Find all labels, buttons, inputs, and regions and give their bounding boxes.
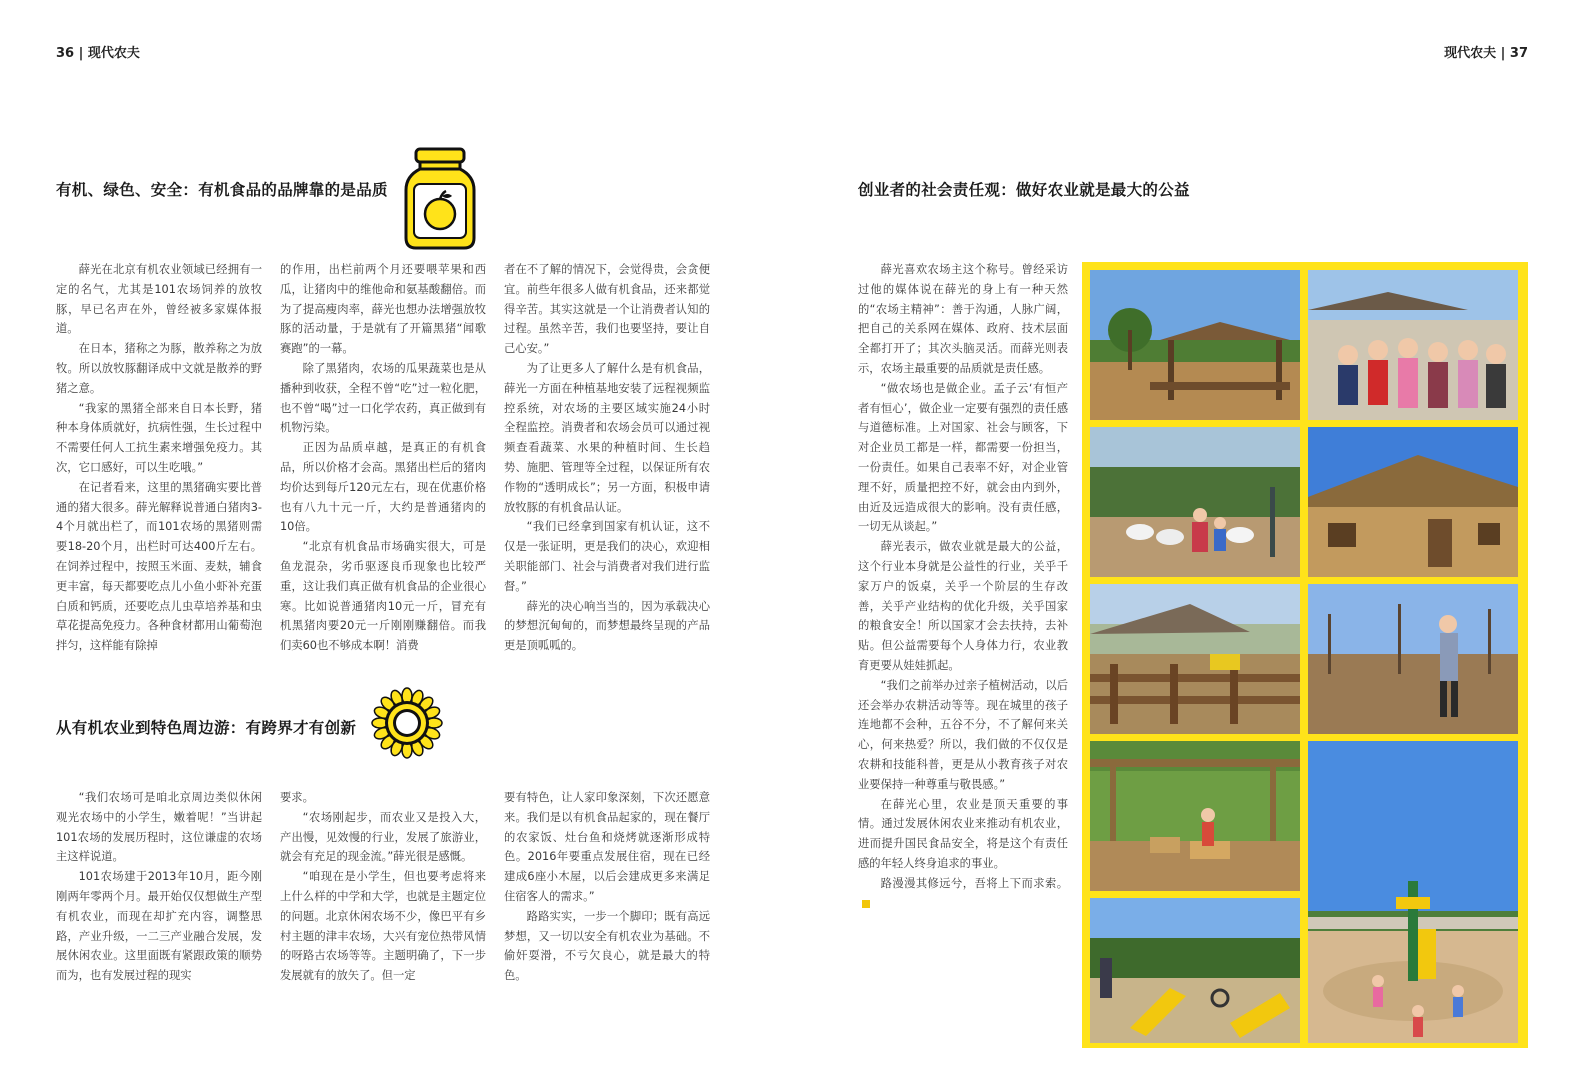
photo-children-goats (1090, 427, 1300, 577)
section1-heading: 有机、绿色、安全：有机食品的品牌靠的是品质 (56, 181, 388, 199)
photo-wooden-pavilion (1090, 270, 1300, 420)
section3-column-1 (858, 260, 1068, 950)
photo-sand-pit (1090, 898, 1300, 1043)
paragraph: 路路实实，一步一个脚印；既有高远梦想，又一切以安全有机农业为基础。不偷奸耍滑，不亏欠良心，就是最大的特色。 (504, 909, 710, 983)
photo-group-visitors (1308, 270, 1518, 420)
paragraph: 在薛光心里，农业是顶天重要的事情。通过发展休闲农业来推动有机农业，进而提升国民食品安全，将是这个有责任感的年轻人终身追求的事业。 (858, 797, 1068, 870)
section1-column-2 (280, 260, 486, 660)
end-mark-icon (862, 900, 870, 908)
closing-line: 路漫漫其修远兮，吾将上下而求索。 (880, 876, 1068, 890)
right-page-number: 现代农夫 | 37 (1444, 46, 1528, 61)
paragraph: “我们之前举办过亲子植树活动，以后还会举办农耕活动等等。现在城里的孩子连地都不会种，五谷不分，不了解何来关心，何来热爱？所以，我们做的不仅仅是农耕和技能科普，更是从小教育孩子对农业要保持一种尊重与敬畏感。” (858, 678, 1068, 791)
paragraph: 在日本，猪称之为豚，散养称之为放牧。所以放牧豚翻译成中文就是散养的野猪之意。 (56, 342, 262, 395)
paragraph: 除了黑猪肉，农场的瓜果蔬菜也是从播种到收获，全程不曾“吃”过一粒化肥，也不曾“喝”过一口化学农药，真正做到有机物污染。 (280, 361, 486, 435)
paragraph: 要有特色，让人家印象深刻，下次还愿意来。我们是以有机食品起家的，现在餐厅的农家饭、灶台鱼和烧烤就逐渐形成特色。2016年要重点发展住宿，现在已经建成6座小木屋，以后会建成更多来满足住宿客人的需求。” (504, 791, 710, 903)
paragraph: 的作用，出栏前两个月还要喂苹果和西瓜，让猪肉中的维他命和氨基酸翻倍。而为了提高瘦肉率，薛光也想办法增强放牧豚的活动量，于是就有了开篇黑猪“闻歌赛跑”的一幕。 (280, 263, 486, 356)
paragraph: “农场刚起步，而农业又是投入大，产出慢，见效慢的行业，发展了旅游业，就会有充足的现金流。”薛光很是感慨。 (280, 810, 486, 864)
paragraph (858, 874, 1068, 914)
left-page-number: 36 | 现代农夫 (56, 46, 140, 61)
paragraph: 薛光表示，做农业就是最大的公益，这个行业本身就是公益性的行业，关乎千家万户的饭桌，关乎一个阶层的生存改善，关乎产业结构的优化升级，关乎国家的粮食安全！所以国家才会去扶持，去补贴。但公益需要每个人身体力行，农业教育更要从娃娃抓起。 (858, 540, 1068, 672)
photo-wooden-fence-playground (1090, 584, 1300, 734)
paragraph: “北京有机食品市场确实很大，可是鱼龙混杂，劣币驱逐良币现象也比较严重，这让我们真正做有机食品的企业很心寒。比如说普通猪肉10元一斤，冒充有机黑猪肉要20元一斤刚刚赚翻倍。而我们卖60也不够成本啊！消费 (280, 540, 486, 653)
paragraph: “咱现在是小学生，但也要考虑将来上什么样的中学和大学，也就是主题定位的问题。北京休闲农场不少，像巴平有乡村主题的津丰农场，大兴有宠位热带风情的呀路古农场等等。主题明确了，下一步发展就有的放矢了。但一定 (280, 870, 486, 983)
paragraph: “我们农场可是咱北京周边类似休闲观光农场中的小学生，嫩着呢！”当讲起101农场的发展历程时，这位谦虚的农场主这样说道。 (56, 791, 262, 864)
photo-wooden-cabin (1308, 427, 1518, 577)
section1-column-1 (56, 260, 262, 660)
jar-icon (400, 146, 480, 252)
paragraph: “我们已经拿到国家有机认证，这不仅是一张证明，更是我们的决心，欢迎相关职能部门、社会与消费者对我们进行监督。” (504, 520, 710, 593)
paragraph: 者在不了解的情况下，会觉得贵，会贪便宜。前些年很多人做有机食品，还来都觉得辛苦。其实这就是一个让消费者认知的过程。虽然辛苦，我们也要坚持，要让自己心安。” (504, 263, 710, 356)
photo-tree-planting (1308, 584, 1518, 734)
section2-heading: 从有机农业到特色周边游：有跨界才有创新 (56, 719, 357, 737)
photo-water-playground (1308, 741, 1518, 1043)
paragraph: “我家的黑猪全部来自日本长野，猪种本身体质就好，抗病性强，生长过程中不需要任何人工抗生素来增强免疫力。其次，它口感好，可以生吃哦。” (56, 401, 262, 474)
sun-icon (370, 686, 444, 760)
paragraph: 在记者看来，这里的黑猪确实要比普通的猪大很多。薛光解释说普通白猪肉3-4个月就出栏了，而101农场的黑猪则需要18-20个月，出栏时可达400斤左右。在饲养过程中，按照玉米面、麦麸，辅食更丰富，每天都要吃点儿小鱼小虾补充蛋白质和钙质，还要吃点儿虫草培养基和虫草花提高免疫力。各种食材都用山葡萄泡拌匀，这样能有除掉 (56, 480, 262, 653)
section2-column-2 (280, 788, 486, 988)
paragraph: 薛光在北京有机农业领域已经拥有一定的名气，尤其是101农场饲养的放牧豚，早已名声在外，曾经被多家媒体报道。 (56, 263, 262, 336)
section1-column-3 (504, 260, 710, 660)
paragraph: 要求。 (280, 791, 314, 804)
paragraph: 101农场建于2013年10月，距今刚刚两年零两个月。最开始仅仅想做生产型有机农业，而现在却扩充内容，调整思路，产业升级，一二三产业融合发展，发展休闲农业。这里面既有紧跟政策的顺势而为，也有发展过程的现实 (56, 870, 262, 983)
photo-climbing-frame (1090, 741, 1300, 891)
section2-column-3 (504, 788, 710, 988)
paragraph: 正因为品质卓越，是真正的有机食品，所以价格才会高。黑猪出栏后的猪肉均价达到每斤120元左右，现在优惠价格也有八九十元一斤，大约是普通猪肉的10倍。 (280, 441, 486, 534)
paragraph: “做农场也是做企业。孟子云‘有恒产者有恒心’，做企业一定要有强烈的责任感与道德标准。上对国家、社会与顾客，下对企业员工都是一样，都需要一份担当，一份责任。如果自己表率不好，对企业管理不好，质量把控不好，就会由内到外，由近及远造成很大的影响。没有责任感，一切无从谈起。” (858, 381, 1068, 534)
section3-heading: 创业者的社会责任观：做好农业就是最大的公益 (858, 181, 1190, 199)
paragraph: 为了让更多人了解什么是有机食品，薛光一方面在种植基地安装了远程视频监控系统，对农场的主要区域实施24小时全程监控。消费者和农场会员可以通过视频查看蔬菜、水果的种植时间、生长趋势、施肥、管理等全过程，以保证所有农作物的“透明成长”；另一方面，积极申请放牧豚的有机食品认证。 (504, 361, 710, 514)
section2-column-1 (56, 788, 262, 988)
paragraph: 薛光的决心响当当的，因为承载决心的梦想沉甸甸的，而梦想最终呈现的产品更是顶呱呱的。 (504, 599, 710, 653)
paragraph: 薛光喜欢农场主这个称号。曾经采访过他的媒体说在薛光的身上有一种天然的“农场主精神”：善于沟通，人脉广阔，把自己的关系网在媒体、政府、技术层面全都打开了；其次头脑灵活。而薛光则表示，农场主最重要的品质就是责任感。 (858, 263, 1068, 375)
